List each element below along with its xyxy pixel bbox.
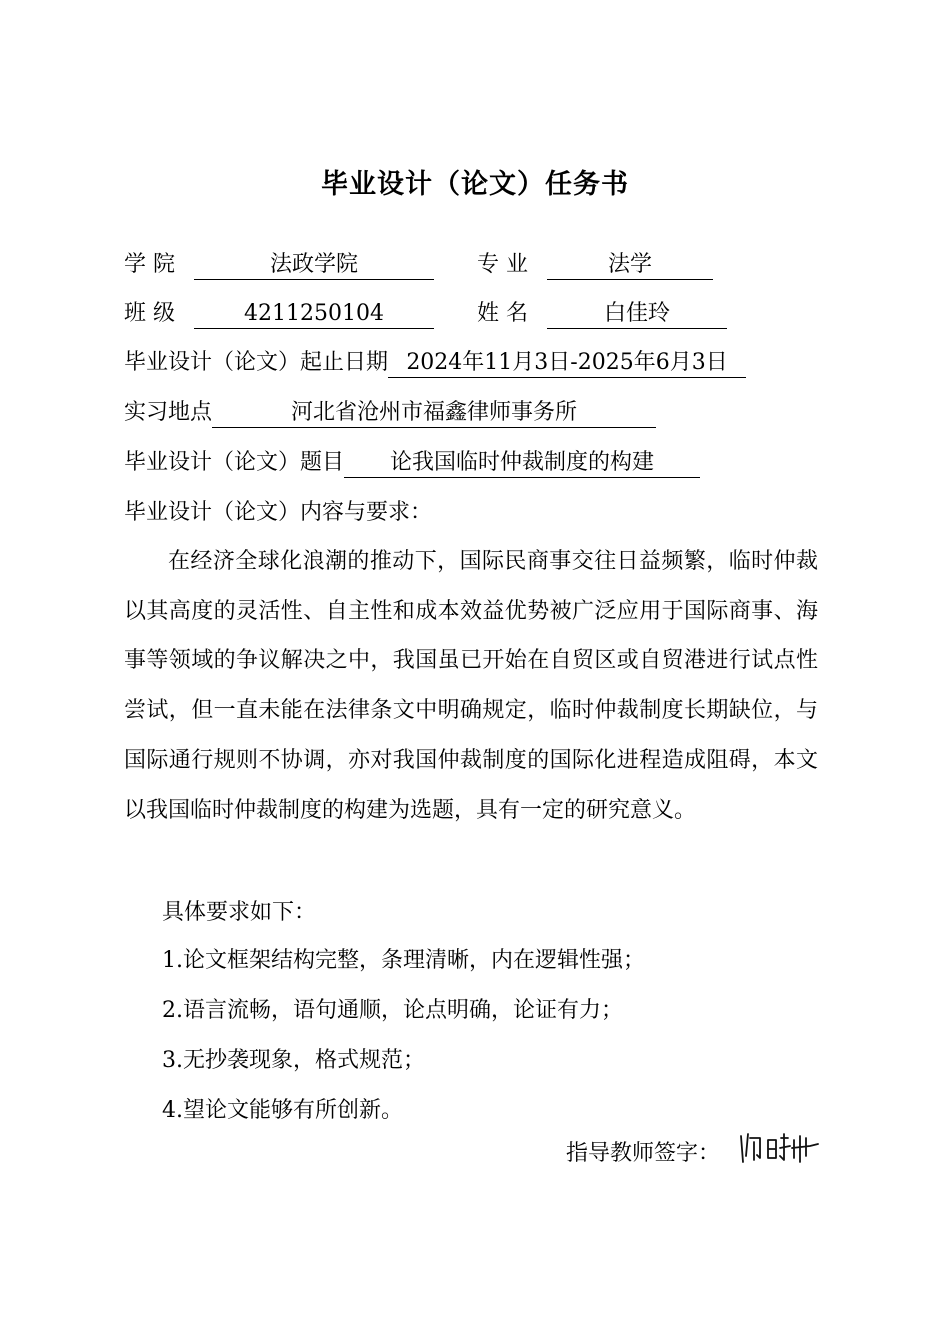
location-value: 河北省沧州市福鑫律师事务所	[212, 399, 656, 428]
class-label: 班 级	[124, 301, 175, 326]
dates-value: 2024年11月3日-2025年6月3日	[388, 349, 746, 378]
name-value: 白佳玲	[547, 300, 727, 329]
row-class-name	[124, 299, 727, 329]
college-value: 法政学院	[194, 251, 434, 280]
topic-value: 论我国临时仲裁制度的构建	[344, 449, 700, 478]
requirement-item: 1.论文框架结构完整，条理清晰，内在逻辑性强；	[162, 948, 645, 973]
requirement-item: 2.语言流畅，语句通顺，论点明确，论证有力；	[162, 998, 623, 1023]
college-label: 学 院	[124, 252, 175, 277]
row-location	[124, 398, 656, 428]
requirement-item: 3.无抄袭现象，格式规范；	[162, 1048, 425, 1073]
row-topic	[124, 448, 700, 478]
requirements-heading: 具体要求如下：	[162, 900, 317, 925]
content-heading: 毕业设计（论文）内容与要求：	[124, 500, 433, 525]
signature-label: 指导教师签字：	[566, 1141, 721, 1166]
content-paragraph-block	[124, 537, 818, 835]
dates-label: 毕业设计（论文）起止日期	[124, 350, 389, 375]
topic-label: 毕业设计（论文）题目	[124, 450, 345, 475]
document-title: 毕业设计（论文）任务书	[321, 169, 629, 200]
content-paragraph: 在经济全球化浪潮的推动下，国际民商事交往日益频繁，临时仲裁以其高度的灵活性、自主性和成本效益优势被广泛应用于国际商事、海事等领域的争议解决之中，我国虽已开始在自贸区或自贸港进行试点性尝试，但一直未能在法律条文中明确规定，临时仲裁制度长期缺位，与国际通行规则不协调，亦对我国仲裁制度的国际化进程造成阻碍，本文以我国临时仲裁制度的构建为选题，具有一定的研究意义。	[124, 549, 818, 823]
location-label: 实习地点	[124, 400, 213, 425]
row-dates	[124, 348, 746, 378]
name-label: 姓 名	[477, 301, 528, 326]
major-label: 专 业	[477, 252, 528, 277]
requirement-item: 4.望论文能够有所创新。	[162, 1098, 403, 1123]
class-value: 4211250104	[194, 300, 434, 329]
major-value: 法学	[547, 251, 713, 280]
handwritten-signature	[736, 1128, 822, 1172]
row-college-major	[124, 250, 713, 280]
